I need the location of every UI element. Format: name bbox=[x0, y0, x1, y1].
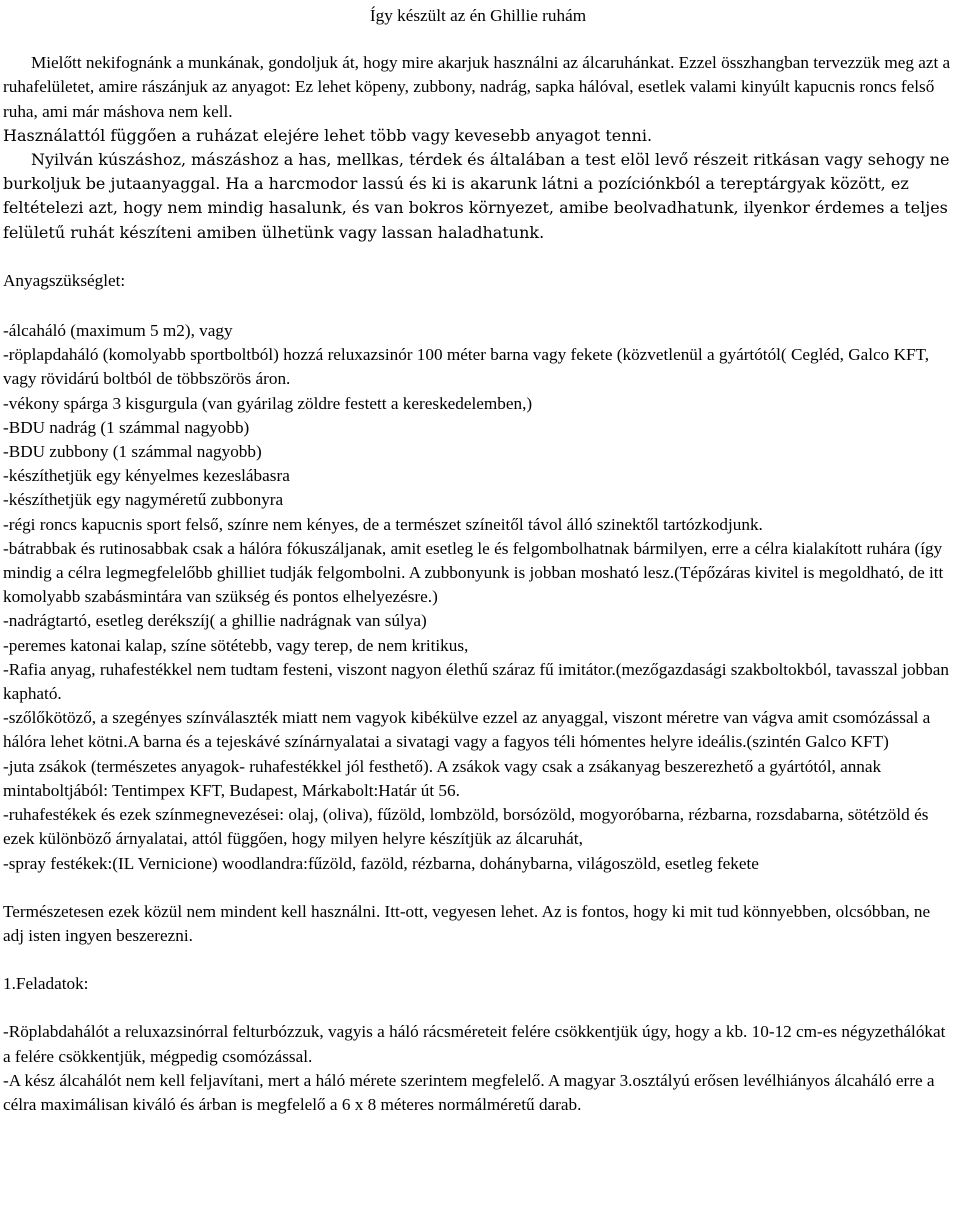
intro-paragraph-2: Használattól függően a ruházat elejére lehet több vagy kevesebb anyagot tenni. bbox=[3, 125, 653, 145]
intro-paragraph-3-lead: Nyilván kúszáshoz, mászáshoz a has, mellkas, térdek és általában a test elöl levő részeit ritkásan vagy sehogy ne burkoljuk be jutaanyaggal. bbox=[3, 150, 950, 194]
document-title: Így készült az én Ghillie ruhám bbox=[369, 6, 587, 25]
intro-paragraph-1: Mielőtt nekifognánk a munkának, gondoljuk át, hogy mire akarjuk használni az álcaruhánkat. Ezzel összhangban tervezzük meg azt a ruhafelületet, amire rászánjuk az anyagot: Ez lehet köpeny, zubbony, nadrág, sapka hálóval, esetlek valami kinyúlt kapucnis roncs felső ruha, ami már máshova nem kell. bbox=[3, 53, 951, 121]
needs-item: -bátrabbak és rutinosabbak csak a hálóra fókuszáljanak, amit esetleg le és felgombolhatnak bármilyen, erre a célra kialakított ruhára (így mindig a célra legmegfelelőbb ghilliet tudják felgombolni. A zubbonyunk is jobban mosható lesz.(Tépőzáras kivitel is megoldható, de itt komolyabb szabásmintára van szükség és pontos elhelyezésre.) bbox=[3, 538, 944, 607]
needs-item: -peremes katonai kalap, színe sötétebb, vagy terep, de nem kritikus, bbox=[3, 635, 469, 655]
needs-item: -röplapdaháló (komolyabb sportboltból) hozzá reluxazsinór 100 méter barna vagy fekete (közvetlenül a gyártótól( Cegléd, Galco KFT, vagy rövidárú boltból de többszörös áron. bbox=[3, 345, 930, 389]
needs-item: -készíthetjük egy nagyméretű zubbonyra bbox=[3, 490, 284, 510]
intro-paragraph-3-tail: Ha a harcmodor lassú és ki is akarunk látni a pozíciónkból a tereptárgyak között, ez feltételezi azt, hogy nem mindig hasalunk, és van bokros környezet, amibe beolvadhatunk, ilyenkor érdemes a teljes felületű ruhát készíteni amiben ülhetünk vagy lassan haladhatunk. bbox=[3, 174, 948, 242]
tasks-list bbox=[3, 1020, 953, 1117]
needs-list bbox=[3, 319, 953, 876]
task-item: -A kész álcahálót nem kell feljavítani, mert a háló mérete szerintem megfelelő. A magyar 3.osztályú erősen levélhiányos álcaháló erre a célra maximálisan kiváló és árban is megfelelő a 6 x 8 méteres normálméretű darab. bbox=[3, 1070, 935, 1114]
needs-item: -nadrágtartó, esetleg derékszíj( a ghillie nadrágnak van súlya) bbox=[3, 611, 427, 631]
needs-item: -régi roncs kapucnis sport felső, színre nem kényes, de a természet színeitől távol álló szinektől tartózkodjunk. bbox=[3, 514, 763, 534]
needs-item: -BDU nadrág (1 számmal nagyobb) bbox=[3, 417, 250, 437]
needs-heading: Anyagszükséglet: bbox=[3, 270, 126, 290]
note-paragraph: Természetesen ezek közül nem mindent kell használni. Itt-ott, vegyesen lehet. Az is fontos, hogy ki mit tud könnyebben, olcsóbban, ne adj isten ingyen beszerezni. bbox=[3, 901, 931, 945]
needs-item: -szőlőkötöző, a szegényes színválaszték miatt nem vagyok kibékülve ezzel az anyaggal, viszont méretre van vágva amit csomózással a hálóra lehet kötni.A barna és a tejeskávé színárnyalatai a sivatagi vagy a fagyos téli hómentes helyre ideális.(szintén Galco KFT) bbox=[3, 708, 931, 752]
tasks-heading: 1.Feladatok: bbox=[3, 974, 89, 994]
needs-item: -készíthetjük egy kényelmes kezeslábasra bbox=[3, 466, 290, 486]
needs-item: -spray festékek:(IL Vernicione) woodlandra:fűzöld, fazöld, rézbarna, dohánybarna, világoszöld, esetleg fekete bbox=[3, 853, 759, 873]
task-item: -Röplabdahálót a reluxazsinórral felturbózzuk, vagyis a háló rácsméreteit felére csökkentjük úgy, hogy a kb. 10-12 cm-es négyzethálókat a felére csökkentjük, mégpedig csomózással. bbox=[3, 1022, 946, 1066]
needs-item: -Rafia anyag, ruhafestékkel nem tudtam festeni, viszont nagyon élethű száraz fű imitátor.(mezőgazdasági szakboltokból, tavasszal jobban kapható. bbox=[3, 659, 949, 704]
needs-item: -álcaháló (maximum 5 m2), vagy bbox=[3, 321, 233, 341]
needs-item: -juta zsákok (természetes anyagok- ruhafestékkel jól festhető). A zsákok vagy csak a zsákanyag beszerezhető a gyártótól, annak mintaboltjából: Tentimpex KFT, Budapest, Márkabolt:Határ út 56. bbox=[3, 756, 882, 800]
needs-item: -BDU zubbony (1 számmal nagyobb) bbox=[3, 442, 262, 462]
needs-item: -vékony spárga 3 kisgurgula (van gyárilag zöldre festett a kereskedelemben,) bbox=[3, 393, 533, 413]
intro-paragraph-3 bbox=[3, 148, 953, 245]
needs-item: -ruhafestékek és ezek színmegnevezései: olaj, (oliva), fűzöld, lombzöld, borsózöld, mogyoróbarna, rézbarna, rozsdabarna, sötétzöld és ezek különböző árnyalatai, attól függően, hogy milyen helyre készítjük az álcaruhát, bbox=[3, 805, 929, 849]
